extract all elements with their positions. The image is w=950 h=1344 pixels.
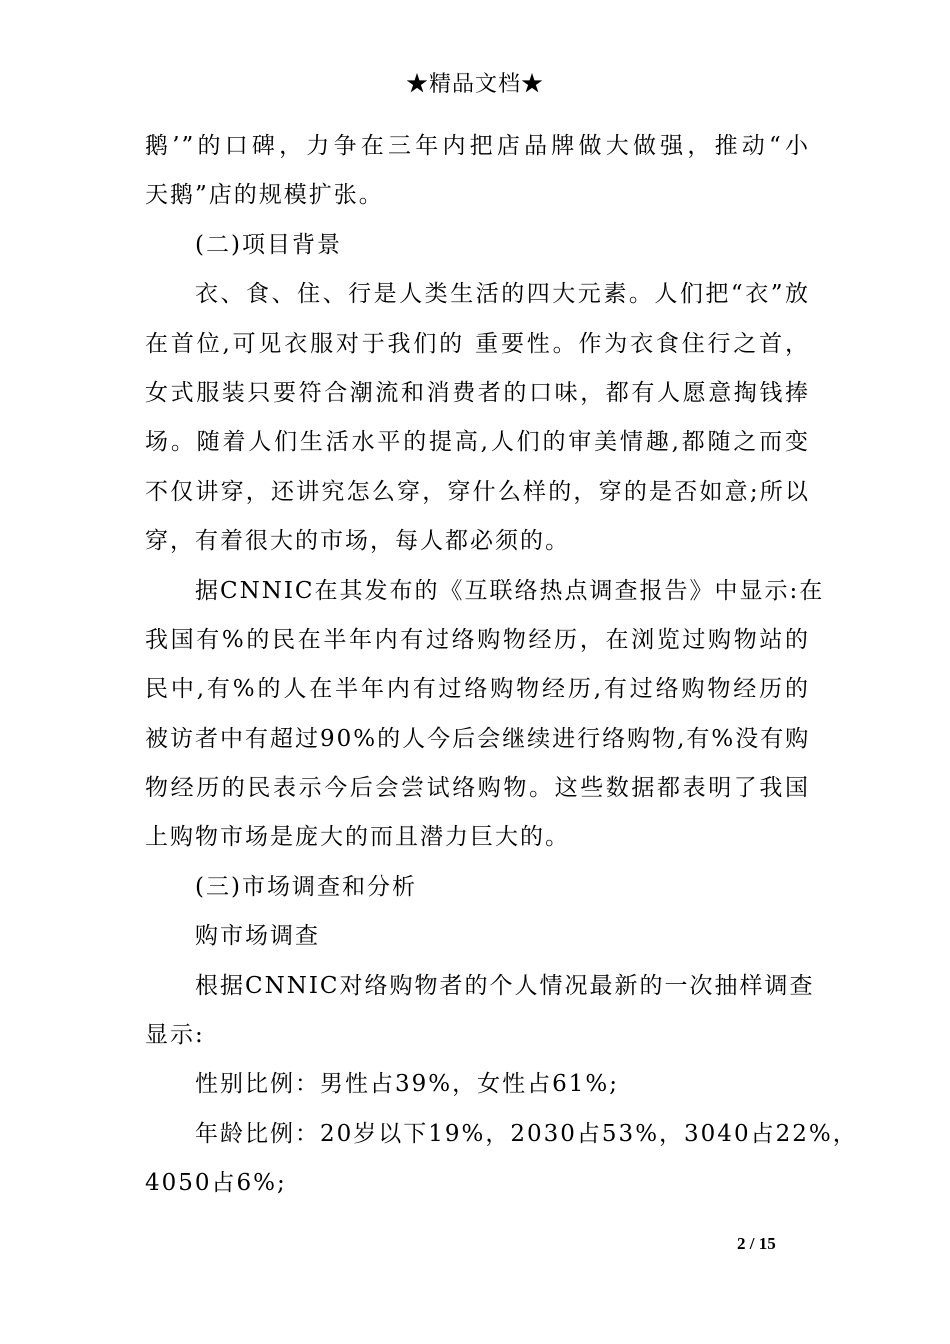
paragraph-line: 场。随着人们生活水平的提高,人们的审美情趣,都随之而变 — [145, 429, 810, 456]
paragraph-line: 显示: — [145, 1022, 205, 1049]
paragraph-line: 民中,有%的人在半年内有过络购物经历,有过络购物经历的 — [145, 676, 810, 703]
paragraph-line: 衣、食、住、行是人类生活的四大元素。人们把“衣”放 — [195, 281, 810, 308]
section-heading: (二)项目背景 — [195, 231, 342, 258]
paragraph-line: 上购物市场是庞大的而且潜力巨大的。 — [145, 824, 570, 851]
paragraph-line: 女式服装只要符合潮流和消费者的口味，都有人愿意掏钱捧 — [145, 379, 810, 406]
gender-ratio-line: 性别比例：男性占39%，女性占61%; — [195, 1071, 619, 1098]
page-header-title: ★精品文档★ — [405, 72, 544, 97]
paragraph-line: 据CNNIC在其发布的《互联络热点调查报告》中显示:在 — [195, 577, 825, 604]
paragraph-line: 不仅讲穿，还讲究怎么穿，穿什么样的，穿的是否如意;所以 — [145, 478, 810, 505]
paragraph-line: 在首位,可见衣服对于我们的 重要性。作为衣食住行之首， — [145, 330, 810, 357]
paragraph-line: 天鹅”店的规模扩张。 — [145, 182, 384, 209]
age-ratio-line: 年龄比例：20岁以下19%，2030占53%，3040占22%， — [195, 1120, 858, 1147]
paragraph-line: 被访者中有超过90%的人今后会继续进行络购物,有%没有购 — [145, 725, 811, 752]
page-number: 2 / 15 — [737, 1234, 776, 1253]
document-body — [145, 122, 858, 1209]
paragraph-line: 鹅’”的口碑，力争在三年内把店品牌做大做强，推动“小 — [145, 133, 810, 159]
paragraph-line: 物经历的民表示今后会尝试络购物。这些数据都表明了我国 — [145, 775, 810, 802]
paragraph-line: 根据CNNIC对络购物者的个人情况最新的一次抽样调查 — [195, 972, 815, 999]
subsection-heading: 购市场调查 — [195, 923, 320, 950]
paragraph-line: 穿，有着很大的市场，每人都必须的。 — [145, 528, 570, 555]
age-ratio-line-continued: 4050占6%; — [145, 1170, 287, 1197]
paragraph-line: 我国有%的民在半年内有过络购物经历，在浏览过购物站的 — [145, 626, 810, 653]
section-heading: (三)市场调查和分析 — [195, 873, 417, 900]
